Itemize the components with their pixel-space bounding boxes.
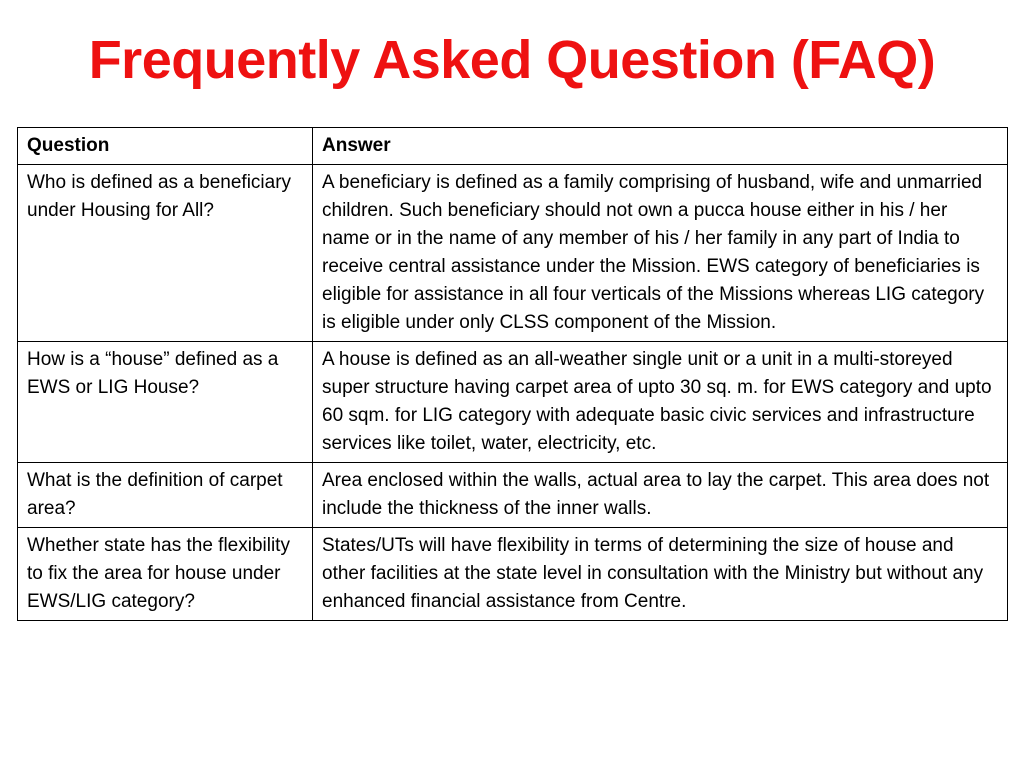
answer-cell: States/UTs will have flexibility in terms of determining the size of house and other facilities at the state level in consultation with the Ministry but without any enhanced financial assistance from Centre.: [313, 528, 1008, 621]
table-row: [18, 342, 1008, 463]
table-row: [18, 528, 1008, 621]
question-cell: Whether state has the flexibility to fix the area for house under EWS/LIG category?: [18, 528, 313, 621]
answer-cell: Area enclosed within the walls, actual area to lay the carpet. This area does not include the thickness of the inner walls.: [313, 463, 1008, 528]
question-cell: What is the definition of carpet area?: [18, 463, 313, 528]
slide-title: Frequently Asked Question (FAQ): [88, 30, 936, 90]
answer-column-header: Answer: [313, 128, 1008, 165]
table-row: [18, 165, 1008, 342]
question-column-header: Question: [18, 128, 313, 165]
question-cell: How is a “house” defined as a EWS or LIG House?: [18, 342, 313, 463]
table-row: [18, 463, 1008, 528]
answer-cell: A beneficiary is defined as a family comprising of husband, wife and unmarried children. Such beneficiary should not own a pucca house either in his / her name or in the name of any member of his / her family in any part of India to receive central assistance under the Mission. EWS category of beneficiaries is eligible for assistance in all four verticals of the Missions whereas LIG category is eligible under only CLSS component of the Mission.: [313, 165, 1008, 342]
question-cell: Who is defined as a beneficiary under Housing for All?: [18, 165, 313, 342]
faq-table: [17, 127, 1008, 621]
answer-cell: A house is defined as an all-weather single unit or a unit in a multi-storeyed super structure having carpet area of upto 30 sq. m. for EWS category and upto 60 sqm. for LIG category with adequate basic civic services and infrastructure services like toilet, water, electricity, etc.: [313, 342, 1008, 463]
table-header-row: [18, 128, 1008, 165]
